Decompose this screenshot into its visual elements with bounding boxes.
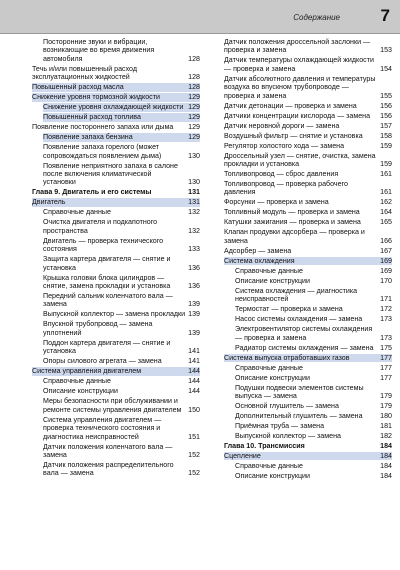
toc-entry-page: 129: [188, 133, 200, 142]
toc-entry: [224, 122, 392, 130]
toc-entry-page: 156: [380, 101, 392, 110]
toc-entry: [224, 247, 392, 255]
toc-column-right: [224, 38, 392, 482]
toc-chapter-heading: [32, 188, 200, 196]
toc-entry-title: Адсорбер — замена: [224, 246, 292, 255]
toc-entry-page: 182: [380, 432, 392, 441]
toc-entry-page: 136: [188, 263, 200, 272]
toc-entry: [224, 452, 392, 460]
toc-entry: [43, 416, 200, 441]
toc-entry: [224, 112, 392, 120]
toc-entry-title: Топливопровод — сброс давления: [224, 170, 339, 179]
toc-entry-title: Справочные данные: [235, 266, 303, 275]
toc-entry: [235, 364, 392, 372]
toc-entry-title: Опоры силового агрегата — замена: [43, 357, 162, 366]
toc-column-left: [32, 38, 200, 479]
toc-entry-page: 139: [188, 300, 200, 309]
toc-entry-title: Термостат — проверка и замена: [235, 305, 343, 314]
toc-entry-page: 144: [188, 377, 200, 386]
toc-entry: [224, 208, 392, 216]
toc-entry-title: Защита картера двигателя — снятие и установка: [43, 255, 171, 272]
toc-entry-title: Система охлаждения — диагностика неисправностей: [235, 286, 358, 304]
toc-entry: [235, 422, 392, 430]
toc-entry: [224, 218, 392, 226]
toc-entry: [43, 208, 200, 216]
toc-entry-title: Датчик неровной дороги — замена: [224, 121, 340, 130]
toc-entry-page: 130: [188, 178, 200, 187]
toc-entry-page: 128: [188, 54, 200, 63]
page-header: [0, 0, 400, 34]
toc-entry: [43, 103, 200, 111]
toc-entry-title: Справочные данные: [235, 462, 303, 471]
toc-entry: [224, 152, 392, 169]
toc-entry-page: 161: [380, 170, 392, 179]
toc-entry: [224, 56, 392, 73]
toc-entry: [235, 374, 392, 382]
toc-entry-page: 128: [188, 73, 200, 82]
toc-entry: [43, 218, 200, 235]
toc-entry-page: 172: [380, 305, 392, 314]
toc-entry-page: 128: [188, 83, 200, 92]
toc-entry-page: 132: [188, 208, 200, 217]
toc-entry-page: 141: [188, 347, 200, 356]
toc-entry-title: Впускной трубопровод — замена уплотнений: [43, 320, 153, 337]
toc-entry-title: Система управления двигателем — проверка технического состояния и диагностика неисправностей: [43, 415, 162, 441]
toc-entry: [32, 65, 200, 82]
toc-entry-title: Выпускной коллектор — замена: [235, 432, 341, 441]
toc-entry-title: Двигатель — проверка технического состояния: [43, 236, 164, 254]
toc-entry-page: 169: [380, 256, 392, 265]
toc-entry: [235, 432, 392, 440]
toc-entry-page: 177: [380, 353, 392, 362]
toc-entry: [43, 357, 200, 365]
toc-entry-title: Выпускной коллектор — замена прокладки: [43, 310, 186, 319]
toc-entry: [224, 228, 392, 245]
toc-entry: [224, 170, 392, 178]
toc-entry-title: Датчик положения коленчатого вала — замена: [43, 442, 173, 459]
toc-entry: [235, 472, 392, 480]
toc-entry-title: Датчик детонации — проверка и замена: [224, 101, 357, 110]
toc-entry: [43, 292, 200, 309]
toc-entry: [224, 354, 392, 362]
toc-entry: [224, 180, 392, 197]
toc-entry-title: Течь и/или повышенный расход эксплуатационных жидкостей: [32, 64, 137, 82]
toc-entry-page: 139: [188, 328, 200, 337]
toc-entry-title: Описание конструкции: [235, 373, 310, 382]
toc-entry-title: Датчик температуры охлаждающей жидкости — проверка и замена: [224, 56, 374, 73]
toc-entry-title: Катушки зажигания — проверка и замена: [224, 218, 361, 227]
toc-entry-title: Крышка головки блока цилиндров — снятие, замена прокладки и установка: [43, 273, 171, 291]
toc-entry-title: Дроссельный узел — снятие, очистка, замена прокладки и установка: [224, 151, 376, 169]
toc-entry-title: Глава 9. Двигатель и его системы: [32, 188, 152, 197]
toc-entry: [224, 142, 392, 150]
toc-entry: [235, 305, 392, 313]
toc-entry-page: 156: [380, 111, 392, 120]
toc-entry: [224, 198, 392, 206]
toc-entry: [224, 102, 392, 110]
toc-entry-page: 165: [380, 218, 392, 227]
toc-entry-title: Датчик положения дроссельной заслонки — проверка и замена: [224, 38, 371, 55]
toc-entry-page: 151: [188, 432, 200, 441]
toc-entry: [32, 367, 200, 375]
toc-entry-title: Топливный модуль — проверка и замена: [224, 208, 360, 217]
toc-chapter-heading: [224, 442, 392, 450]
toc-entry-title: Посторонние звуки и вибрации, возникающие во время движения автомобиля: [43, 38, 155, 63]
toc-entry-page: 152: [188, 469, 200, 478]
toc-entry-title: Описание конструкции: [235, 472, 310, 481]
toc-entry: [224, 38, 392, 55]
toc-entry-title: Появление неприятного запаха в салоне после включения климатической установки: [43, 161, 178, 187]
toc-entry-title: Воздушный фильтр — снятие и установка: [224, 131, 363, 140]
toc-entry-page: 144: [188, 387, 200, 396]
toc-entry-title: Появление постороннего запаха или дыма: [32, 123, 174, 132]
toc-entry-title: Сцепление: [224, 452, 392, 460]
toc-entry-page: 169: [380, 266, 392, 275]
toc-entry: [235, 267, 392, 275]
toc-entry: [235, 462, 392, 470]
toc-entry-title: Справочные данные: [43, 208, 111, 217]
toc-entry: [32, 123, 200, 131]
toc-entry-page: 136: [188, 282, 200, 291]
toc-entry-page: 153: [380, 46, 392, 55]
toc-entry-title: Основной глушитель — замена: [235, 402, 339, 411]
toc-entry-title: Форсунки — проверка и замена: [224, 198, 329, 207]
toc-entry: [32, 83, 200, 91]
toc-entry-title: Справочные данные: [43, 377, 111, 386]
toc-entry-page: 167: [380, 246, 392, 255]
toc-entry-title: Регулятор холостого хода — замена: [224, 141, 345, 150]
toc-entry: [43, 274, 200, 291]
toc-entry-page: 129: [188, 113, 200, 122]
toc-entry: [43, 377, 200, 385]
toc-entry-page: 177: [380, 373, 392, 382]
toc-entry: [43, 443, 200, 460]
toc-entry-page: 133: [188, 245, 200, 254]
toc-entry-title: Повышенный расход топлива: [43, 113, 200, 121]
toc-entry-title: Электровентилятор системы охлаждения — проверка и замена: [235, 325, 373, 342]
toc-entry-page: 155: [380, 91, 392, 100]
toc-entry-title: Система выпуска отработавших газов: [224, 354, 392, 362]
toc-entry-page: 129: [188, 93, 200, 102]
toc-entry-page: 170: [380, 276, 392, 285]
toc-entry-page: 157: [380, 121, 392, 130]
toc-entry: [235, 315, 392, 323]
toc-entry-page: 173: [380, 333, 392, 342]
toc-entry-page: 141: [188, 357, 200, 366]
toc-entry-title: Система управления двигателем: [32, 367, 200, 375]
toc-entry-title: Описание конструкции: [43, 387, 118, 396]
toc-entry: [32, 198, 200, 206]
toc-entry: [43, 143, 200, 160]
toc-entry-page: 162: [380, 198, 392, 207]
toc-entry: [43, 320, 200, 337]
toc-entry-page: 154: [380, 64, 392, 73]
toc-entry-title: Датчик абсолютного давления и температуры воздуха во впускном трубопроводе — проверка и замена: [224, 74, 376, 100]
toc-entry: [43, 237, 200, 254]
toc-entry-page: 179: [380, 402, 392, 411]
toc-entry: [43, 255, 200, 272]
toc-entry: [43, 397, 200, 414]
toc-entry-title: Глава 10. Трансмиссия: [224, 442, 305, 451]
toc-entry-page: 177: [380, 363, 392, 372]
toc-entry-page: 129: [188, 123, 200, 132]
toc-entry-page: 158: [380, 131, 392, 140]
toc-entry: [224, 75, 392, 100]
toc-entry-title: Снижение уровня охлаждающей жидкости: [43, 103, 200, 111]
toc-entry: [43, 339, 200, 356]
toc-entry: [235, 325, 392, 342]
toc-entry-title: Подушки подвески элементов системы выпуска — замена: [235, 383, 364, 401]
toc-entry-title: Датчик положения распределительного вала — замена: [43, 460, 174, 478]
toc-entry-page: 144: [188, 367, 200, 376]
toc-entry: [235, 287, 392, 304]
toc-entry-title: Поддон картера двигателя — снятие и установка: [43, 338, 171, 356]
toc-entry-title: Приёмная труба — замена: [235, 422, 325, 431]
toc-entry-title: Клапан продувки адсорбера — проверка и замена: [224, 228, 365, 245]
toc-entry-page: 180: [380, 412, 392, 421]
toc-entry-page: 129: [188, 103, 200, 112]
toc-entry-page: 184: [380, 442, 392, 451]
toc-entry-page: 181: [380, 422, 392, 431]
toc-entry-title: Система охлаждения: [224, 257, 392, 265]
toc-entry-page: 179: [380, 392, 392, 401]
toc-entry-title: Справочные данные: [235, 363, 303, 372]
toc-entry-title: Снижение уровня тормозной жидкости: [32, 93, 200, 101]
toc-entry-page: 171: [380, 295, 392, 304]
toc-entry-title: Появление запаха горелого (может сопровождаться появлением дыма): [43, 143, 162, 160]
toc-entry: [235, 384, 392, 401]
toc-entry-page: 152: [188, 450, 200, 459]
toc-entry: [224, 257, 392, 265]
toc-entry-page: 184: [380, 452, 392, 461]
toc-entry-page: 131: [188, 188, 200, 197]
toc-entry: [43, 310, 200, 318]
toc-entry-page: 184: [380, 472, 392, 481]
toc-entry-page: 164: [380, 208, 392, 217]
toc-entry: [43, 162, 200, 187]
toc-entry: [235, 412, 392, 420]
toc-entry-page: 159: [380, 160, 392, 169]
toc-entry-page: 166: [380, 236, 392, 245]
toc-entry-title: Появление запаха бензина: [43, 133, 200, 141]
toc-entry-title: Описание конструкции: [235, 276, 310, 285]
toc-entry-title: Дополнительный глушитель — замена: [235, 412, 363, 421]
toc-entry: [235, 277, 392, 285]
toc-entry-page: 150: [188, 405, 200, 414]
toc-entry: [43, 387, 200, 395]
toc-entry-title: Датчики концентрации кислорода — замена: [224, 111, 371, 120]
toc-entry: [43, 38, 200, 63]
toc-entry-page: 130: [188, 151, 200, 160]
header-title: Содержание: [293, 13, 340, 22]
page-number: 7: [380, 6, 390, 25]
toc-entry-page: 184: [380, 462, 392, 471]
toc-entry-page: 173: [380, 315, 392, 324]
toc-entry-page: 132: [188, 226, 200, 235]
toc-entry: [235, 344, 392, 352]
toc-entry-page: 161: [380, 188, 392, 197]
toc-entry-page: 131: [188, 198, 200, 207]
toc-entry-title: Передний сальник коленчатого вала — замена: [43, 292, 173, 309]
toc-entry: [43, 461, 200, 478]
toc-entry-title: Топливопровод — проверка рабочего давления: [224, 180, 348, 197]
toc-entry-title: Меры безопасности при обслуживании и ремонте системы управления двигателем: [43, 397, 182, 414]
toc-entry: [224, 132, 392, 140]
toc-entry-title: Повышенный расход масла: [32, 83, 200, 91]
toc-entry-page: 139: [188, 310, 200, 319]
toc-entry: [43, 113, 200, 121]
toc-entry: [32, 93, 200, 101]
toc-entry: [43, 133, 200, 141]
toc-entry-page: 159: [380, 141, 392, 150]
toc-entry-title: Очистка двигателя и подкапотного пространства: [43, 218, 158, 235]
toc-entry-title: Радиатор системы охлаждения — замена: [235, 343, 374, 352]
toc-entry-page: 175: [380, 343, 392, 352]
toc-entry-title: Насос системы охлаждения — замена: [235, 315, 363, 324]
toc-entry: [235, 402, 392, 410]
toc-entry-title: Двигатель: [32, 198, 200, 206]
